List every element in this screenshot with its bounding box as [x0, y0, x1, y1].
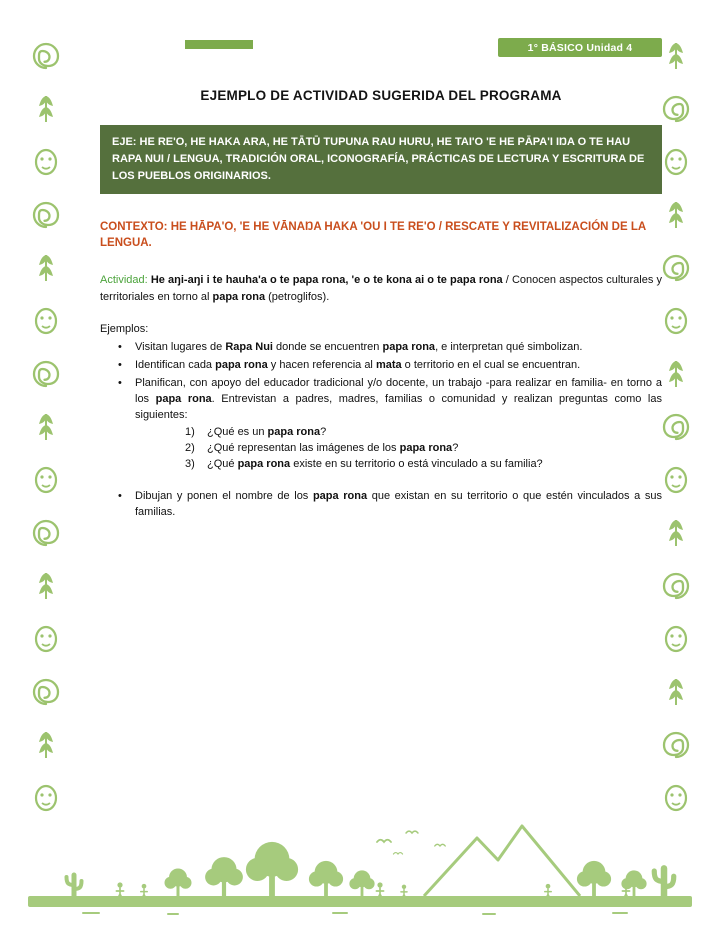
footer-landscape-illustration — [28, 812, 692, 920]
question-text: ¿Qué representan las imágenes de los papa rona? — [207, 441, 459, 454]
questions-list — [185, 425, 662, 473]
actividad-text: He aŋi-aŋi i te hauha'a o te papa rona, 'e o te kona ai o te papa rona / Conocen aspectos culturales y territoriales en torno al papa rona (petroglifos). — [100, 274, 662, 303]
list-item-text — [135, 376, 662, 473]
ejemplos-label: Ejemplos: — [100, 323, 149, 336]
right-border-pattern-icon — [660, 40, 692, 832]
question-item — [185, 441, 662, 457]
question-text: ¿Qué papa rona existe en su territorio o está vinculado a su familia? — [207, 457, 543, 470]
list-item — [118, 340, 662, 356]
question-text: ¿Qué es un papa rona? — [207, 426, 327, 439]
question-item — [185, 457, 662, 473]
bullet-icon: • — [118, 489, 122, 502]
header-green-bar — [185, 40, 253, 49]
page-title: EJEMPLO DE ACTIVIDAD SUGERIDA DEL PROGRAMA — [200, 88, 562, 103]
contexto-heading: CONTEXTO: HE HĀPA'O, 'E HE VĀNAŊA HAKA 'OU I TE RE'O / RESCATE Y REVITALIZACIÓN DE LA LENGUA. — [100, 221, 646, 250]
question-item — [185, 425, 662, 441]
bullet-icon: • — [118, 341, 122, 354]
bullet-icon: • — [118, 359, 122, 372]
question-number: 1) — [185, 426, 195, 439]
question-number: 3) — [185, 457, 195, 470]
list-item — [118, 489, 662, 521]
eje-banner: EJE: HE RE'O, HE HAKA ARA, HE TĀTŪ TUPUNA RAU HURU, HE TAI'O 'E HE PĀPA'I IŊA O TE HAU RAPA NUI / LENGUA, TRADICIÓN ORAL, ICONOGRAFÍA, PRÁCTICAS DE LECTURA Y ESCRITURA DE LOS PUEBLOS ORIGINARIOS. — [100, 125, 662, 194]
list-item — [118, 376, 662, 473]
list-item-text: Dibujan y ponen el nombre de los papa rona que existan en su territorio o que estén vinculados a sus familias. — [135, 489, 662, 518]
question-number: 2) — [185, 441, 195, 454]
actividad-paragraph — [100, 272, 662, 305]
list-item-text: Identifican cada papa rona y hacen referencia al mata o territorio en el cual se encuentran. — [135, 359, 581, 372]
examples-list — [100, 340, 662, 520]
list-item-text: Visitan lugares de Rapa Nui donde se encuentren papa rona, e interpretan qué simbolizan. — [135, 341, 583, 354]
bullet-icon: • — [118, 377, 122, 390]
actividad-label: Actividad: — [100, 274, 151, 287]
unit-badge: 1° BÁSICO Unidad 4 — [498, 38, 662, 57]
document-content — [100, 88, 662, 523]
list-item-paragraph: Planifican, con apoyo del educador tradicional y/o docente, un trabajo -para realizar en familia- en torno a los papa rona. Entrevistan a padres, madres, familias o comunidad y realizan preguntas como las siguientes: — [135, 377, 662, 422]
list-item — [118, 358, 662, 374]
left-border-pattern-icon — [30, 40, 62, 832]
